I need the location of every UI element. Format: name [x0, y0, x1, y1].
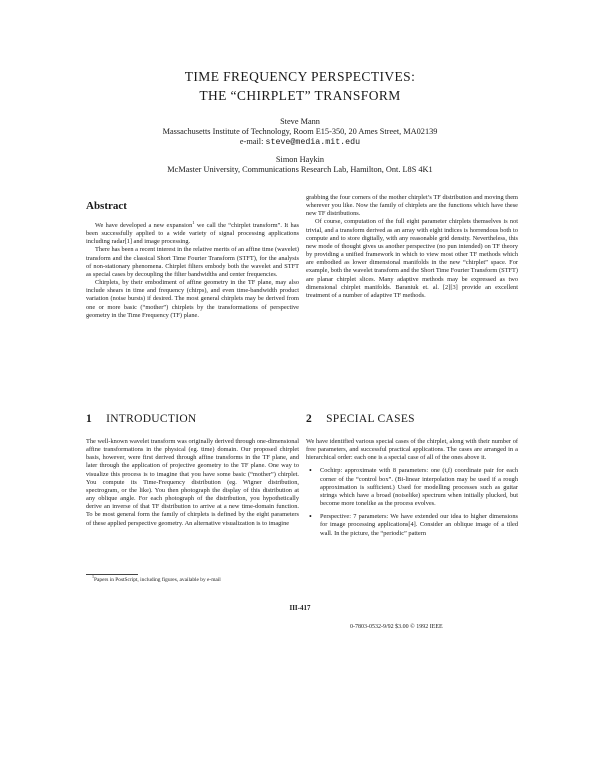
footnote: $^1$Papers in PostScript, including figures, available by e-mail: [92, 574, 221, 583]
list-item: • Perspective: 7 parameters: We have extended our idea to higher dimensions for image processing applications[4]. Consider an oblique image of a tiled wall. In the picture, the “periodic” pattern: [320, 513, 518, 537]
section2-number: 2: [306, 413, 313, 425]
section1-body: [86, 438, 299, 528]
section2-intro: We have identified various special cases of the chirplet, along with their number of free parameters, and successful practical applications. The cases are arranged in a hierarchical order: each one is a special case of all of the ones above it.: [306, 438, 518, 462]
section2-title: SPECIAL CASES: [326, 413, 415, 425]
author1-email: steve@media.mit.edu: [265, 138, 361, 147]
author1-name: Steve Mann: [280, 117, 320, 126]
section1-heading: [86, 413, 197, 425]
paper-title-line2: THE “CHIRPLET” TRANSFORM: [199, 88, 401, 103]
abstract-paragraph-2: There has been a recent interest in the relative merits of an affine time (wavelet) transform and the classical Short Time Fourier Transform (STFT), for the analysis of non-stationary phenomena. Chirplet filters embody both the wavelet and STFT as special cases by decoupling the filter bandwidths and center frequencies.: [86, 246, 299, 278]
section1-title: INTRODUCTION: [106, 413, 197, 425]
list-item: • Cochirp: approximate with 8 parameters: one (t,f) coordinate pair for each corner of the “control box”. (Bi-linear interpolation may be used if a rough approximation is sufficient.) Used for modelling processes such as guitar strings which have a broad (noiselike) spectrum when initially plucked, but become more tonelike as the process evolves.: [320, 467, 518, 508]
paper-title-line1: TIME FREQUENCY PERSPECTIVES:: [184, 69, 416, 84]
abstract-paragraph-3: Chirplets, by their embodiment of affine geometry in the TF plane, may also include shears in time and frequency (chirps), and even time-bandwidth product variation (noise bursts) if desired. The most general chirplets may be derived from one or more basic (“mother”) chirplets by the transformations of perspective geometry in the Time Frequency (TF) plane.: [86, 279, 299, 319]
author2-affiliation: McMaster University, Communications Research Lab, Hamilton, Ont. L8S 4K1: [167, 165, 433, 174]
right-paragraph-1: grabbing the four corners of the mother chirplet’s TF distribution and moving them wherever you like. Now the family of chirplets are the functions which have these new TF distributions.: [306, 194, 518, 218]
author1-affiliation: Massachusetts Institute of Technology, Room E15-350, 20 Ames Street, MA02139: [162, 127, 438, 136]
section1-paragraph: The well-known wavelet transform was originally derived through one-dimensional affine transformations in the physical (eg. time) domain. Our proposed chirplet basis, however, were first derived through affine transforms in the TF plane, and later through the application of projective geometry to the TF plane. One way to visualize this process is to imagine that you have some basic (“mother”) chirplet. You compute its Time-Frequency distribution (eg. Wigner distribution, spectrogram, or the like). You then photograph the display of this distribution at any oblique angle. For each photograph of the distribution, you hypothetically derive an inverse of that TF distribution to arrive at a new time-domain function. To be most general form the family of chirplets is defined by the eight parameters of these applied perspective geometry. An alternative visualization is to imagine: [86, 438, 299, 527]
email-label: e-mail:: [239, 137, 264, 146]
abstract-heading: Abstract: [86, 200, 127, 212]
section1-number: 1: [86, 413, 93, 425]
copyright: 0-7803-0532-9/92 $3.00 © 1992 IEEE: [350, 624, 443, 630]
footnote-marker: 1: [192, 219, 195, 225]
abstract-body: [86, 219, 299, 320]
right-paragraph-2: Of course, computation of the full eight parameter chirplets themselves is not trivial, and a transform derived as an array with eight indices is horrendous both to compute and to store digitally, with any reasonable grid density. Nevertheless, this new mode of thought gives us another perspective (no pun intended) on TF theory by providing a unified framework in which to view most other TF methods which are embodied as lower dimensional manifolds in the new “chirplet” space. For example, both the wavelet transform and the Short Time Fourier Transform (STFT) are planar chirplet slices. Many adaptive methods may be expressed as two dimensional chirplet manifolds. Baraniuk et. al. [2][3] provide an excellent treatment of a number of adaptive TF methods.: [306, 218, 518, 299]
special-cases-list: [306, 467, 518, 537]
section2-heading: [306, 413, 415, 425]
section2-body: [306, 438, 518, 543]
right-column-top: [306, 194, 518, 300]
author2-name: Simon Haykin: [275, 155, 325, 164]
author1-email-line: [0, 137, 600, 148]
abstract-paragraph-1: We have developed a new expansion$^1$ we call the “chirplet transform”. It has been successfully applied to a wide variety of signal processing applications including radar[1] and image processing.: [86, 219, 299, 246]
page-number: III-417: [289, 604, 311, 612]
